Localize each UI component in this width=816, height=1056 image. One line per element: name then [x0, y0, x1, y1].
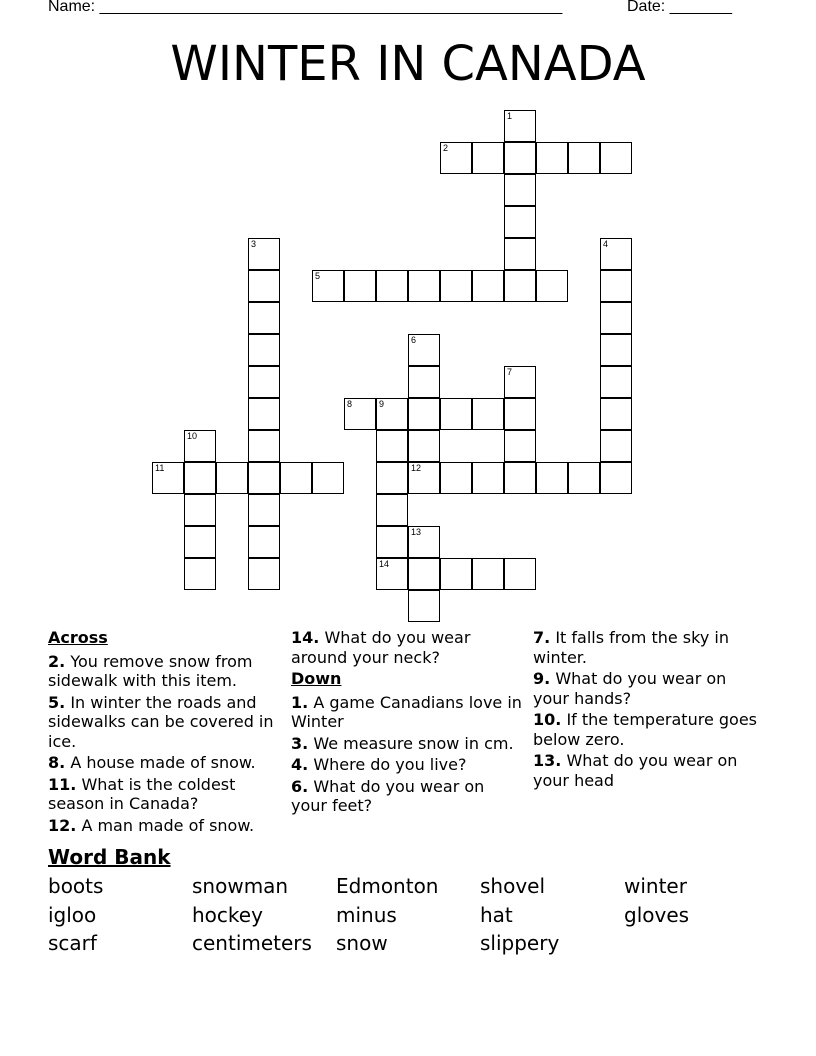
crossword-cell[interactable]: [376, 430, 408, 462]
crossword-cell[interactable]: [376, 462, 408, 494]
word-bank-item: snowman: [192, 874, 289, 898]
crossword-cell[interactable]: [376, 494, 408, 526]
clue-text: What do you wear on your feet?: [291, 776, 485, 815]
crossword-cell[interactable]: [408, 462, 440, 494]
crossword-cell[interactable]: [248, 430, 280, 462]
clue-number: 10.: [533, 710, 562, 729]
crossword-cell[interactable]: [504, 174, 536, 206]
crossword-cell[interactable]: [536, 462, 568, 494]
crossword-cell[interactable]: [376, 526, 408, 558]
crossword-cell[interactable]: [440, 462, 472, 494]
clue-number: 8.: [48, 753, 66, 772]
word-bank-item: slippery: [480, 931, 560, 955]
clue-across-11: [48, 775, 280, 814]
clue-text: What do you wear around your neck?: [291, 628, 471, 667]
crossword-cell[interactable]: [184, 494, 216, 526]
crossword-cell[interactable]: [600, 238, 632, 270]
clue-number: 6.: [291, 776, 309, 796]
cell-number: 4: [603, 239, 609, 249]
clue-down-10: [533, 710, 765, 749]
clue-down-1: [291, 693, 523, 732]
clue-down-13: [533, 751, 765, 790]
clue-down-4: [291, 755, 523, 775]
clue-across-2: [48, 652, 280, 691]
crossword-cell[interactable]: [248, 270, 280, 302]
crossword-cell[interactable]: [344, 398, 376, 430]
crossword-cell[interactable]: [600, 462, 632, 494]
crossword-cell[interactable]: [504, 270, 536, 302]
clue-text: A game Canadians love in Winter: [291, 692, 522, 731]
crossword-cell[interactable]: [408, 526, 440, 558]
crossword-cell[interactable]: [408, 590, 440, 622]
crossword-cell[interactable]: [248, 238, 280, 270]
crossword-cell[interactable]: [472, 462, 504, 494]
crossword-cell[interactable]: [440, 142, 472, 174]
crossword-cell[interactable]: [440, 558, 472, 590]
crossword-cell[interactable]: [504, 462, 536, 494]
clue-number: 7.: [533, 628, 551, 647]
clue-across-5: [48, 693, 280, 752]
crossword-cell[interactable]: [568, 142, 600, 174]
clue-number: 12.: [48, 815, 77, 835]
clue-down-3: [291, 734, 523, 754]
clue-number: 9.: [533, 669, 551, 688]
cell-number: 3: [251, 239, 257, 249]
clue-across-14: [291, 628, 523, 667]
clue-across-8: [48, 753, 280, 773]
cell-number: 12: [411, 463, 422, 473]
word-bank-title: Word Bank: [48, 845, 171, 869]
crossword-cell[interactable]: [504, 558, 536, 590]
crossword-cell[interactable]: [504, 142, 536, 174]
crossword-cell[interactable]: [408, 430, 440, 462]
page-title: WINTER IN CANADA: [170, 36, 646, 92]
crossword-cell[interactable]: [600, 334, 632, 366]
crossword-cell[interactable]: [408, 270, 440, 302]
crossword-cell[interactable]: [344, 270, 376, 302]
crossword-cell[interactable]: [504, 366, 536, 398]
crossword-cell[interactable]: [216, 462, 248, 494]
word-bank-item: shovel: [480, 874, 546, 898]
clues-column-1: [48, 628, 280, 837]
cell-number: 14: [379, 559, 390, 569]
clue-text: What is the coldest season in Canada?: [48, 774, 236, 813]
crossword-cell[interactable]: [248, 462, 280, 494]
crossword-cell[interactable]: [248, 334, 280, 366]
clue-number: 2.: [48, 651, 66, 671]
clue-number: 3.: [291, 733, 309, 753]
crossword-cell[interactable]: [312, 270, 344, 302]
cell-number: 13: [411, 527, 422, 537]
crossword-cell[interactable]: [312, 462, 344, 494]
crossword-cell[interactable]: [248, 494, 280, 526]
word-bank-item: snow: [336, 931, 388, 955]
crossword-cell[interactable]: [536, 142, 568, 174]
cell-number: 5: [315, 271, 321, 281]
crossword-cell[interactable]: [536, 270, 568, 302]
cell-number: 6: [411, 335, 417, 345]
name-field[interactable]: Name: ____________________________________________________: [48, 0, 563, 15]
crossword-cell[interactable]: [376, 558, 408, 590]
crossword-cell[interactable]: [248, 558, 280, 590]
clue-down-7: [533, 628, 765, 667]
clue-number: 11.: [48, 774, 77, 794]
word-bank-item: hat: [480, 903, 513, 927]
word-bank-item: scarf: [48, 931, 97, 955]
cell-number: 1: [507, 111, 513, 121]
word-bank-item: boots: [48, 874, 104, 898]
clue-text: What do you wear on your head: [533, 751, 738, 790]
crossword-cell[interactable]: [184, 558, 216, 590]
crossword-cell[interactable]: [280, 462, 312, 494]
clue-number: 1.: [291, 692, 309, 712]
crossword-cell[interactable]: [504, 110, 536, 142]
word-bank-item: winter: [624, 874, 687, 898]
clue-number: 4.: [291, 755, 309, 774]
word-bank-item: Edmonton: [336, 874, 439, 898]
crossword-cell[interactable]: [376, 398, 408, 430]
clue-text: In winter the roads and sidewalks can be covered in ice.: [48, 692, 274, 751]
down-heading: Down: [291, 669, 342, 688]
crossword-cell[interactable]: [568, 462, 600, 494]
crossword-cell[interactable]: [184, 526, 216, 558]
crossword-cell[interactable]: [600, 398, 632, 430]
crossword-cell[interactable]: [504, 398, 536, 430]
clue-text: A man made of snow.: [81, 815, 255, 835]
crossword-cell[interactable]: [472, 558, 504, 590]
crossword-cell[interactable]: [248, 398, 280, 430]
crossword-cell[interactable]: [376, 270, 408, 302]
word-bank-item: minus: [336, 903, 397, 927]
crossword-cell[interactable]: [600, 270, 632, 302]
crossword-cell[interactable]: [184, 430, 216, 462]
crossword-cell[interactable]: [472, 398, 504, 430]
crossword-cell[interactable]: [600, 142, 632, 174]
crossword-cell[interactable]: [504, 206, 536, 238]
word-bank-item: centimeters: [192, 931, 312, 955]
clue-text: If the temperature goes below zero.: [533, 710, 757, 749]
clue-number: 14.: [291, 628, 320, 647]
crossword-cell[interactable]: [152, 462, 184, 494]
clues-column-2: [291, 628, 523, 818]
clue-down-6: [291, 777, 523, 816]
crossword-cell[interactable]: [600, 302, 632, 334]
clue-text: We measure snow in cm.: [313, 733, 514, 753]
crossword-cell[interactable]: [600, 430, 632, 462]
crossword-cell[interactable]: [472, 270, 504, 302]
crossword-cell[interactable]: [408, 366, 440, 398]
clue-text: A house made of snow.: [70, 753, 256, 772]
cell-number: 11: [155, 463, 165, 473]
crossword-cell[interactable]: [248, 302, 280, 334]
clue-text: You remove snow from sidewalk with this item.: [48, 651, 253, 690]
clue-across-12: [48, 816, 280, 836]
word-bank-item: igloo: [48, 903, 97, 927]
across-heading: Across: [48, 628, 108, 647]
cell-number: 9: [379, 399, 385, 409]
crossword-cell[interactable]: [440, 270, 472, 302]
date-field[interactable]: Date: _______: [627, 0, 732, 15]
crossword-cell[interactable]: [248, 526, 280, 558]
cell-number: 10: [187, 431, 198, 441]
crossword-cell[interactable]: [408, 334, 440, 366]
crossword-cell[interactable]: [408, 558, 440, 590]
word-bank-item: gloves: [624, 903, 690, 927]
word-bank-item: hockey: [192, 903, 263, 927]
clue-text: It falls from the sky in winter.: [533, 628, 729, 667]
clue-text: Where do you live?: [313, 755, 467, 774]
clue-number: 5.: [48, 692, 66, 712]
crossword-cell[interactable]: [184, 462, 216, 494]
cell-number: 7: [507, 367, 513, 377]
crossword-cell[interactable]: [504, 238, 536, 270]
crossword-cell[interactable]: [504, 430, 536, 462]
crossword-cell[interactable]: [472, 142, 504, 174]
crossword-cell[interactable]: [408, 398, 440, 430]
clues-column-3: [533, 628, 765, 792]
crossword-cell[interactable]: [248, 366, 280, 398]
clue-text: What do you wear on your hands?: [533, 669, 727, 708]
crossword-cell[interactable]: [440, 398, 472, 430]
cell-number: 2: [443, 143, 449, 153]
clue-down-9: [533, 669, 765, 708]
crossword-cell[interactable]: [600, 366, 632, 398]
cell-number: 8: [347, 399, 353, 409]
clue-number: 13.: [533, 751, 562, 770]
